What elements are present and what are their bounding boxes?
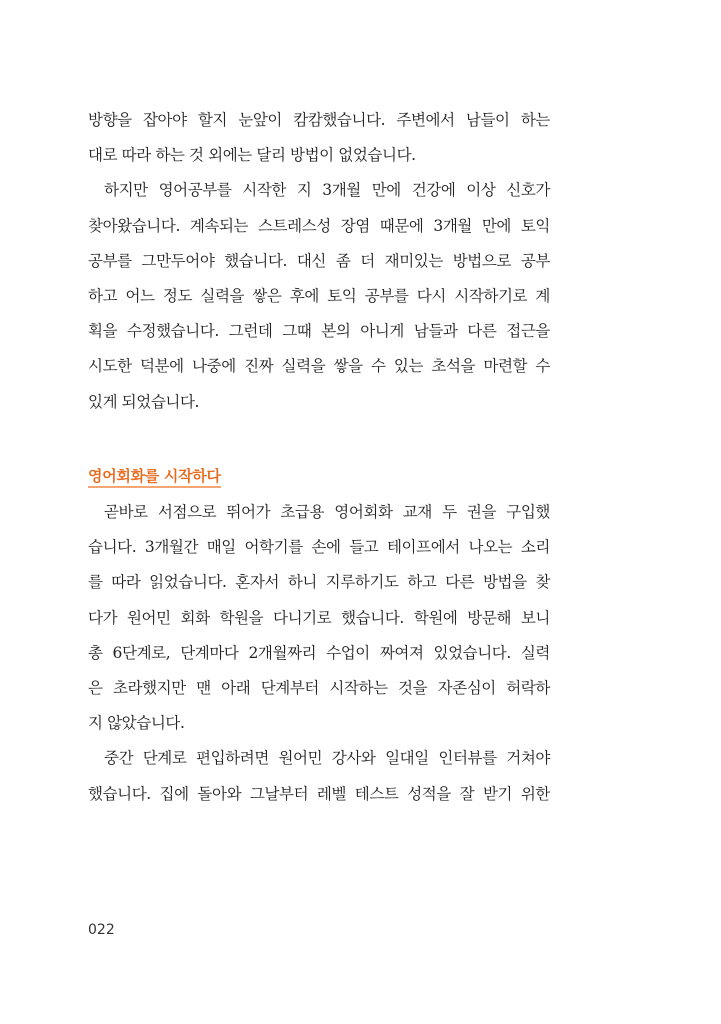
body-text-line: 총 6단계로, 단계마다 2개월짜리 수업이 짜여져 있었습니다. 실력 xyxy=(88,643,550,662)
body-text-line: 하고 어느 정도 실력을 쌓은 후에 토익 공부를 다시 시작하기로 계 xyxy=(88,286,550,305)
body-text-line: 시도한 덕분에 나중에 진짜 실력을 쌓을 수 있는 초석을 마련할 수 xyxy=(88,357,550,376)
body-text-line: 다가 원어민 회화 학원을 다니기로 했습니다. 학원에 방문해 보니 xyxy=(88,608,550,627)
body-text-line: 찾아왔습니다. 계속되는 스트레스성 장염 때문에 3개월 만에 토익 xyxy=(88,216,550,235)
body-text-line: 은 초라했지만 맨 아래 단계부터 시작하는 것을 자존심이 허락하 xyxy=(88,678,550,697)
second-section-text xyxy=(88,495,550,812)
body-text-line: 공부를 그만두어야 했습니다. 대신 좀 더 재미있는 방법으로 공부 xyxy=(88,251,550,270)
body-text-line: 곧바로 서점으로 뛰어가 초급용 영어회화 교재 두 권을 구입했 xyxy=(104,503,550,521)
body-text-line: 획을 수정했습니다. 그런데 그때 본의 아니게 남들과 다른 접근을 xyxy=(88,322,550,341)
body-text-line: 하지만 영어공부를 시작한 지 3개월 만에 건강에 이상 신호가 xyxy=(104,181,550,200)
page-number: 022 xyxy=(88,922,115,938)
body-text-line: 했습니다. 집에 돌아와 그날부터 레벨 테스트 성적을 잘 받기 위한 xyxy=(88,784,550,803)
body-text-line: 방향을 잡아야 할지 눈앞이 캄캄했습니다. 주변에서 남들이 하는 xyxy=(88,111,550,129)
body-text-line: 중간 단계로 편입하려면 원어민 강사와 일대일 인터뷰를 거쳐야 xyxy=(104,749,550,768)
body-text-line: 를 따라 읽었습니다. 혼자서 하니 지루하기도 하고 다른 방법을 찾 xyxy=(88,573,550,592)
body-text-line: 습니다. 3개월간 매일 어학기를 손에 들고 테이프에서 나오는 소리 xyxy=(88,538,550,557)
body-text-line: 있게 되었습니다. xyxy=(88,392,200,411)
body-text-line: 지 않았습니다. xyxy=(88,714,185,733)
first-section-text xyxy=(88,103,550,420)
body-text-line: 대로 따라 하는 것 외에는 달리 방법이 없었습니다. xyxy=(88,146,416,165)
section-heading: 영어회화를 시작하다 xyxy=(88,466,221,488)
